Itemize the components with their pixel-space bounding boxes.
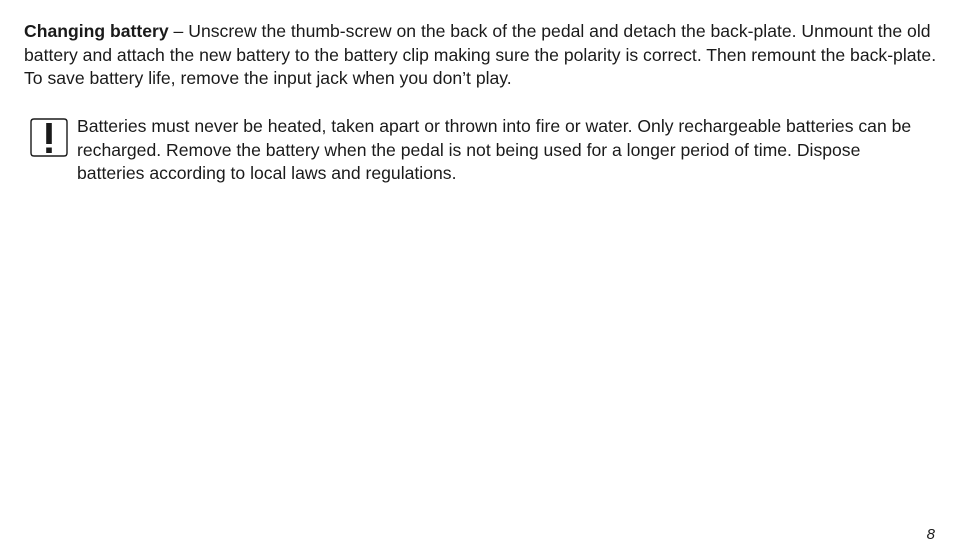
warning-notice — [30, 115, 930, 186]
battery-heading: Changing battery — [24, 21, 169, 41]
battery-paragraph — [24, 20, 939, 91]
page-number: 8 — [926, 526, 935, 543]
warning-text: Batteries must never be heated, taken apart or thrown into fire or water. Only rechargeable batteries can be recharged. Remove the battery when the pedal is not being used for a longer period of time. Dispose batteries according to local laws and regulations. — [77, 116, 912, 183]
exclamation-icon — [30, 118, 68, 157]
battery-instructions: – Unscrew the thumb-screw on the back of the pedal and detach the back-plate. Unmount the old battery and attach the new battery to the battery clip making sure the polarity is correct. Then remount the back-plate. To save battery life, remove the input jack when you don’t play. — [24, 21, 937, 88]
